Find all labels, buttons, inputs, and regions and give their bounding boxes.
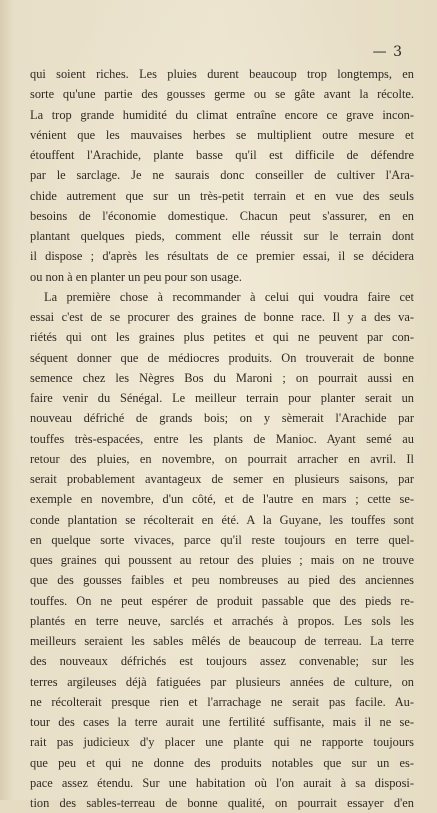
text-line: vénient que les mauvaises herbes se multiplient outre mesure et [30,127,414,142]
paragraph-2 [30,287,414,813]
text-line: touffes très-espacées, entre les plants de Manioc. Ayant semé au [30,431,414,446]
text-line: retour des pluies, en novembre, on pourrait arracher en avril. Il [30,451,414,466]
text-body [30,64,414,813]
text-line: touffes. On ne peut espérer de produit passable que des pieds re- [30,593,414,608]
text-line: pace assez étendu. Sur une habitation où l'on aurait à sa disposi- [30,775,414,790]
text-line: qui soient riches. Les pluies durent beaucoup trop longtemps, en [30,67,414,81]
text-line: La première chose à recommander à celui qui voudra faire cet [44,289,414,304]
text-line: plantant quelques pieds, comment elle réussit sur le terrain dont [30,229,414,243]
text-line: en quelque sorte vivaces, parce qu'il reste toujours en terre quel- [30,532,414,547]
text-line: semence chez les Nègres Bos du Maroni ; on pourrait aussi en [30,370,414,385]
text-line: étouffent l'Arachide, plante basse qu'il est difficile de défendre [30,148,414,162]
text-line: chide autrement que sur un très-petit terrain et en vue des seuls [30,188,414,203]
text-line: terres argileuses déjà fatiguées par plusieurs années de culture, on [30,674,414,689]
text-line: séquent donner que de médiocres produits. On trouverait de bonne [30,350,414,365]
text-line: essai c'est de se procurer des graines de bonne race. Il y a des va- [30,310,414,324]
text-line: La trop grande humidité du climat entraîne encore ce grave incon- [30,107,414,122]
text-line: que des gousses faibles et peu nombreuses au pied des anciennes [30,573,414,588]
text-line: serait probablement avantageux de semer en plusieurs saisons, par [30,472,414,486]
text-line: besoins de l'économie domestique. Chacun peut s'assurer, en en [30,208,414,223]
text-line: faire venir du Sénégal. Le meilleur terrain pour planter serait un [30,391,414,405]
text-line: ou non à en planter un peu pour son usage. [30,269,242,284]
text-line: ques graines qui poussent au retour des pluies ; mais on ne trouve [30,553,414,567]
text-line: conde plantation se récolterait en été. A la Guyane, les touffes sont [30,512,414,527]
text-line: ne récolterait presque rien et l'arrachage ne serait pas facile. Au- [30,694,414,709]
text-line: tour des cases la terre aurait une fertilité suffisante, mais il ne se- [30,715,414,729]
text-line: riétés qui ont les graines plus petites et qui ne peuvent par con- [30,330,414,345]
text-line: tion des sables-terreau de bonne qualité, on pourrait essayer d'en [30,796,414,810]
paragraph-1 [30,64,414,287]
text-line: il dispose ; d'après les résultats de ce premier essai, il se décidera [30,249,414,264]
text-line: des nouveaux défrichés est toujours assez convenable; sur les [30,654,414,669]
text-line: sorte qu'une partie des gousses germe ou se gâte avant la récolte. [30,87,414,102]
text-line: plantés en terre neuve, sarclés et arrachés à propos. Les sols les [30,613,414,628]
text-line: que peu et qui ne donne des produits notables que sur un es- [30,755,414,770]
text-line: exemple en novembre, d'un côté, et de l'autre en mars ; cette se- [30,492,414,507]
text-line: rait pas judicieux d'y placer une plante qui ne rapporte toujours [30,735,414,750]
text-line: par le sarclage. Je ne saurais donc conseiller de cultiver l'Ara- [30,168,414,183]
page-number: — 3 [372,44,403,60]
text-line: meilleurs seraient les sables mêlés de beaucoup de terreau. La terre [30,634,414,648]
text-line: nouveau défriché de grands bois; on y sèmerait l'Arachide par [30,411,414,426]
